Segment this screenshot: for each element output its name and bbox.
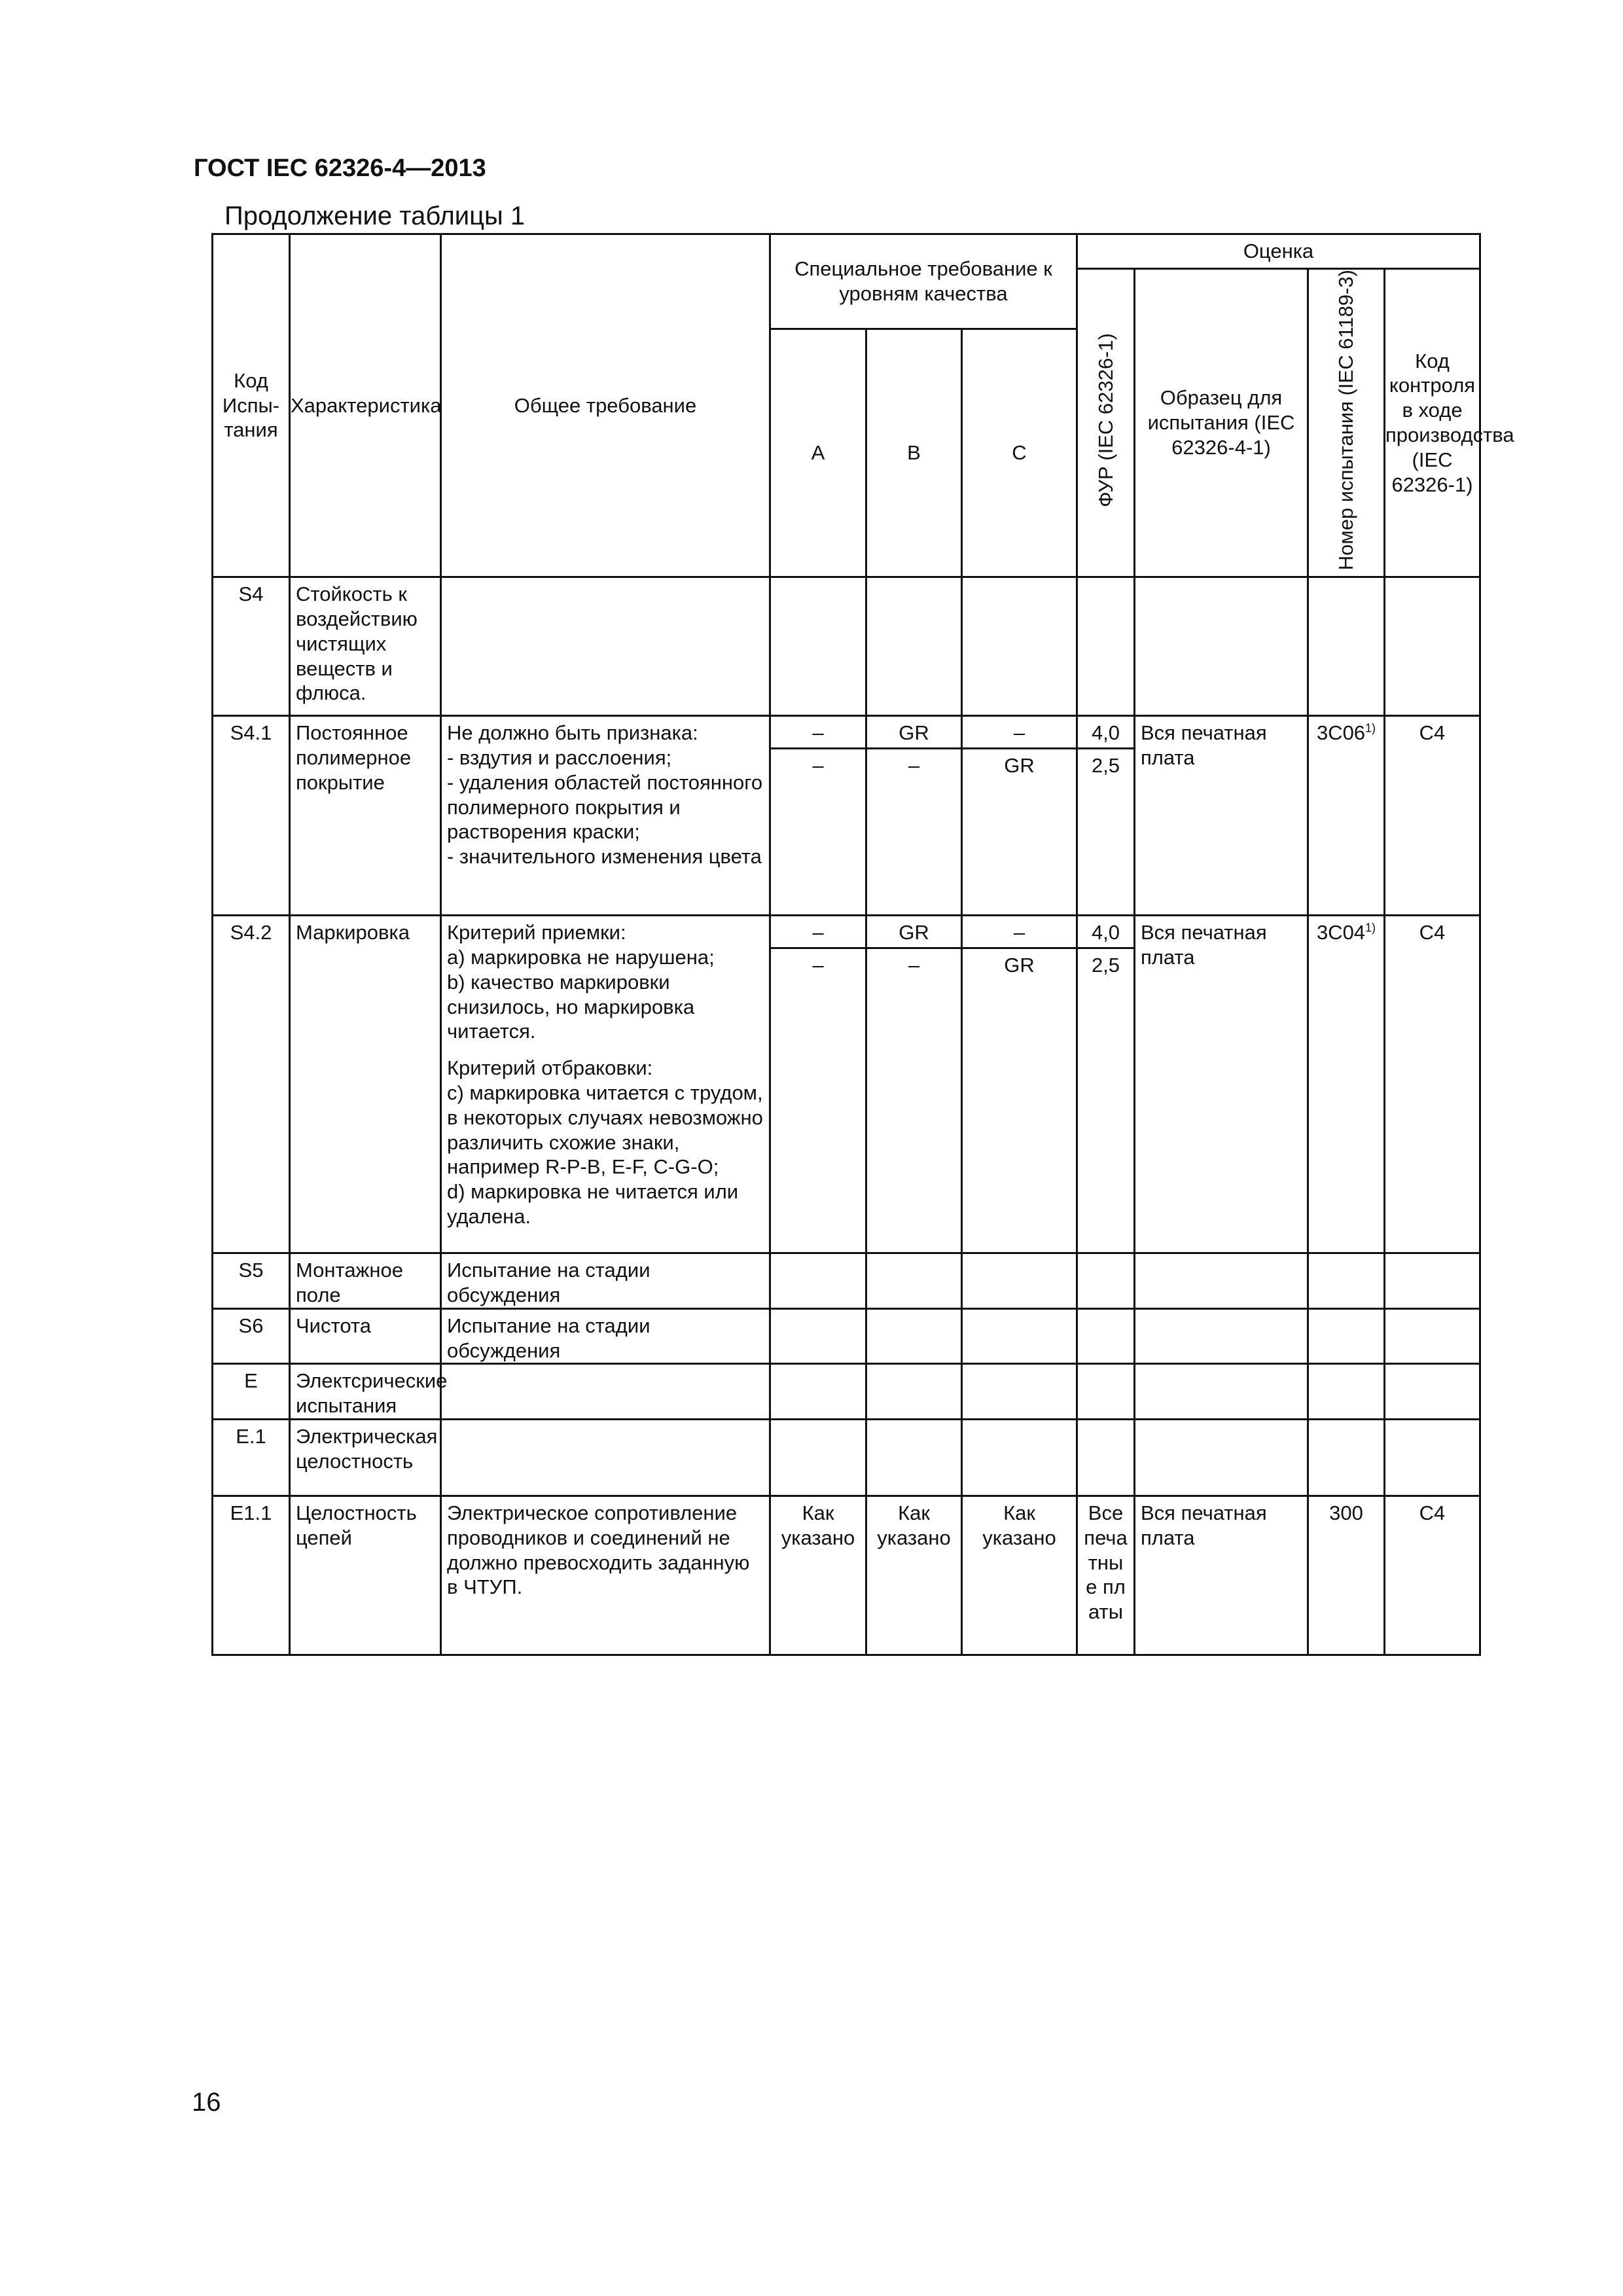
- characteristic: Маркировка: [290, 916, 441, 1253]
- general-requirement: Электрическое сопротивление проводников и соединений не должно превосходить заданную в ЧТУП.: [441, 1496, 770, 1655]
- header-level-b: B: [866, 329, 962, 577]
- level-c-value: –: [963, 717, 1076, 749]
- general-requirement: [441, 916, 770, 1253]
- acceptance-criteria: Критерий приемки: a) маркировка не нарушена; b) качество маркировки снизилось, но маркировка читается.: [447, 921, 715, 1043]
- fur-value: 2,5: [1091, 954, 1120, 977]
- characteristic: Целостность цепей: [290, 1496, 441, 1655]
- table-caption: Продолжение таблицы 1: [224, 202, 526, 230]
- characteristic: Электсрические испытания: [290, 1364, 441, 1420]
- table-row: [213, 916, 1480, 1253]
- characteristic: Электрическая целостность: [290, 1419, 441, 1496]
- document-header: ГОСТ IEC 62326-4—2013: [194, 154, 486, 182]
- level-c-value: GR: [1004, 754, 1035, 778]
- test-code: S5: [213, 1253, 290, 1309]
- general-requirement: Не должно быть признака: - вздутия и расслоения; - удаления областей постоянного полимерного покрытия и растворения краски; - значительного изменения цвета: [441, 716, 770, 916]
- sample: Вся печатная плата: [1135, 716, 1308, 916]
- level-c-value: GR: [1004, 954, 1035, 977]
- test-number: 300: [1308, 1496, 1385, 1655]
- test-code: S6: [213, 1308, 290, 1364]
- header-evaluation: Оценка: [1077, 234, 1480, 269]
- level-a-value: –: [812, 954, 824, 977]
- level-a-value: –: [812, 754, 824, 778]
- table-row: [213, 1364, 1480, 1420]
- test-number: 3C06$^{1)}$: [1308, 716, 1385, 916]
- level-c-value: –: [963, 916, 1076, 949]
- general-requirement: Испытание на стадии обсуждения: [441, 1308, 770, 1364]
- table-row: [213, 716, 1480, 916]
- level-b-value: GR: [867, 717, 961, 749]
- characteristic: Постоянное полимерное покрытие: [290, 716, 441, 916]
- level-a-value: –: [771, 717, 865, 749]
- test-code: S4.1: [213, 716, 290, 916]
- header-level-c: C: [962, 329, 1077, 577]
- header-characteristic: Характеристика: [290, 234, 441, 577]
- table-row: [213, 577, 1480, 716]
- table-row: [213, 1419, 1480, 1496]
- level-a-value: –: [771, 916, 865, 949]
- fur-value: 2,5: [1091, 754, 1120, 778]
- table-row: [213, 1496, 1480, 1655]
- header-test-number: Номер испытания (IEC 61189-3): [1308, 269, 1385, 577]
- header-fur: ФУР (IEC 62326-1): [1077, 269, 1135, 577]
- characteristic: Стойкость к воздействию чистящих веществ и флюса.: [290, 577, 441, 716]
- table-row: [213, 1253, 1480, 1309]
- test-code: E1.1: [213, 1496, 290, 1655]
- table-row: [213, 1308, 1480, 1364]
- level-b-value: –: [908, 954, 920, 977]
- footnote-mark: 1): [1365, 921, 1376, 935]
- header-special-requirement: Специальное требование к уровням качества: [770, 234, 1077, 329]
- header-level-a: A: [770, 329, 866, 577]
- test-number: 3C04$^{1)}$: [1308, 916, 1385, 1253]
- control-code: C4: [1385, 916, 1480, 1253]
- header-sample: Образец для испытания (IEC 62326-4-1): [1135, 269, 1308, 577]
- characteristic: Чистота: [290, 1308, 441, 1364]
- sample: Вся печатная плата: [1135, 1496, 1308, 1655]
- header-general-requirement: Общее требование: [441, 234, 770, 577]
- test-code: S4: [213, 577, 290, 716]
- rejection-criteria: Критерий отбраковки: c) маркировка читается с трудом, в некоторых случаях невозможно различить схожие знаки, например R-P-B, E-F, C-G-O; d) маркировка не читается или удалена.: [447, 1056, 763, 1228]
- characteristic: Монтажное поле: [290, 1253, 441, 1309]
- header-code: Код Испы-тания: [213, 234, 290, 577]
- header-control-code: Код контроля в ходе производства (IEC 62326-1): [1385, 269, 1480, 577]
- test-code: S4.2: [213, 916, 290, 1253]
- page-number: 16: [192, 2088, 221, 2117]
- level-b-value: –: [908, 754, 920, 778]
- control-code: C4: [1385, 1496, 1480, 1655]
- control-code: C4: [1385, 716, 1480, 916]
- fur-value: 4,0: [1078, 717, 1133, 749]
- footnote-mark: 1): [1365, 721, 1376, 735]
- sample: Вся печатная плата: [1135, 916, 1308, 1253]
- general-requirement: Испытание на стадии обсуждения: [441, 1253, 770, 1309]
- level-b-value: GR: [867, 916, 961, 949]
- test-code: E.1: [213, 1419, 290, 1496]
- specification-table: [211, 233, 1514, 1656]
- test-code: E: [213, 1364, 290, 1420]
- level-b-value: Как указано: [866, 1496, 962, 1655]
- level-a-value: Как указано: [770, 1496, 866, 1655]
- level-c-value: Как указано: [962, 1496, 1077, 1655]
- fur-value: 4,0: [1078, 916, 1133, 949]
- fur-value: Все печатные платы: [1077, 1496, 1135, 1655]
